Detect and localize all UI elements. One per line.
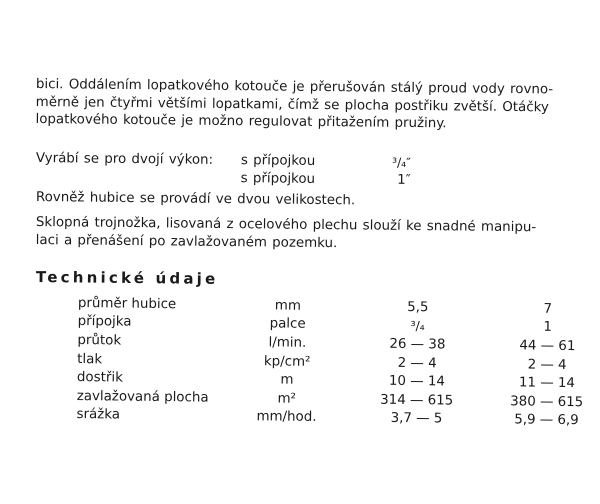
row-label: zavlažovaná plocha [76,388,209,406]
versions-label-spacer [36,167,241,187]
row-value-b: 1 [543,320,552,336]
text-line: bici. Oddálením lopatkového kotouče je přerušován stálý proud vody rovno- [35,76,554,98]
paragraph-description [35,76,576,134]
row-unit: mm [274,298,302,314]
row-label: přípojka [77,314,132,331]
version-option-size: 1″ [397,172,411,188]
row-unit: palce [269,316,306,333]
section-heading: Technické údaje [35,268,219,288]
version-option-text: s přípojkou [240,170,316,187]
row-unit: mm/hod. [256,409,317,426]
row-unit: l/min. [268,335,307,351]
row-label: dostřik [76,370,123,386]
row-value-b: 11 — 14 [518,375,576,392]
text-line: laci a přenášení po zavlažovaném pozemku. [35,232,338,251]
row-label: srážka [76,407,121,423]
row-value-a: 314 — 615 [380,392,454,409]
row-value-b: 44 — 61 [519,338,576,355]
row-label: tlak [77,351,103,367]
row-value-a: 5,5 [407,299,429,316]
paragraph-tripod [36,214,576,255]
row-value-a: 26 — 38 [389,336,446,353]
row-value-a: 2 — 4 [397,355,437,371]
text-line: měrně jen čtyřmi většími lopatkami, čímž se plocha postřiku zvětší. Otáčky [35,94,549,115]
row-label: průměr hubice [77,295,177,312]
versions-label: Vyrábí se pro dvojí výkon: [35,150,214,168]
row-value-b: 2 — 4 [527,357,567,373]
paragraph-nozzle-sizes: Rovněž hubice se provádí ve dvou velikostech. [35,189,356,209]
paragraph-versions [36,150,576,191]
row-value-a: 10 — 14 [388,373,446,390]
row-value-a: 3,7 — 5 [390,411,443,427]
row-label: průtok [77,332,122,349]
row-unit: kp/cm² [263,353,311,370]
text-line: lopatkového kotouče je možno regulovat přitažením pružiny. [35,111,447,132]
version-option-text: s přípojkou [240,153,316,169]
row-value-b: 7 [543,301,553,317]
text-line: Sklopná trojnožka, lisovaná z ocelového plechu slouží ke snadné manipu- [35,214,537,236]
row-value-a: ³/₄ [410,318,425,334]
version-option-size: ³/₄″ [391,154,411,170]
row-unit: m² [277,391,297,407]
row-unit: m [280,372,294,388]
row-value-b: 5,9 — 6,9 [514,412,579,429]
technical-data-table [76,294,598,430]
row-value-b: 380 — 615 [510,394,584,410]
